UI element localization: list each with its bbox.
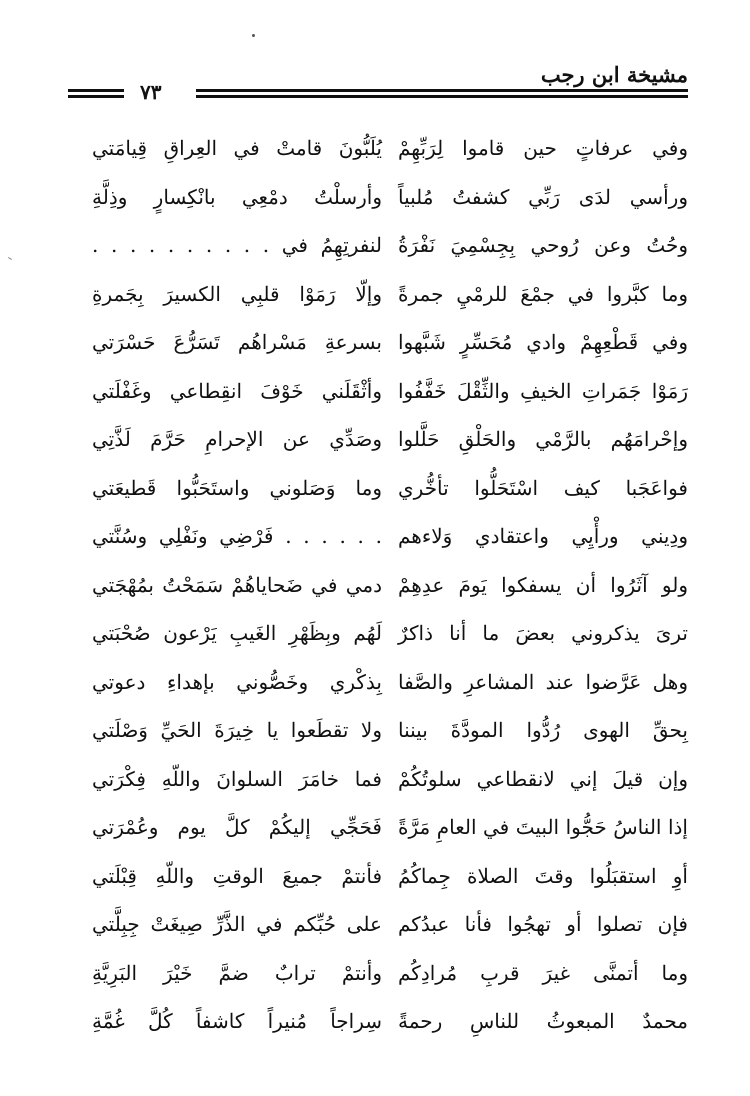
second-hemistich: وصَدِّي عن الإحرامِ حَرَّمَ لَذَّتِي xyxy=(92,427,382,452)
second-hemistich: سِراجاً مُنيراً كاشفاً كُلَّ غُمَّةِ xyxy=(92,1009,382,1034)
verse-line xyxy=(92,755,688,804)
second-hemistich: وأرسلْتُ دمْعِي بانْكِسارٍ وذِلَّةِ xyxy=(92,184,382,209)
first-hemistich: وفي عرفاتٍ حين قاموا لِرَبِّهِمْ xyxy=(398,136,688,161)
first-hemistich: بِحقِّ الهوى رُدُّوا المودَّةَ بيننا xyxy=(398,718,688,743)
first-hemistich: وما كبَّروا في جمْعَ للرمْيِ جمرةً xyxy=(398,281,688,306)
header-double-rule xyxy=(196,89,688,99)
second-hemistich: فَحَجِّي إليكُمْ كلَّ يوم وعُمْرَتي xyxy=(92,815,382,840)
verse-line xyxy=(92,270,688,319)
header-double-rule-short xyxy=(68,89,124,99)
first-hemistich: فواعَجَبا كيف اسْتَحَلُّوا تأخُّري xyxy=(398,475,688,500)
verse-line xyxy=(92,512,688,561)
second-hemistich: وأنتمْ ترابٌ ضمَّ خَيْرَ البَرِيَّةِ xyxy=(92,960,382,985)
second-hemistich: بِذكْري وخَصُّوني بإهداءِ دعوتي xyxy=(92,669,382,694)
verse-line xyxy=(92,997,688,1046)
verse-line xyxy=(92,221,688,270)
second-hemistich: يُلَبُّونَ قامتْ في العِراقِ قِيامَتي xyxy=(92,136,382,161)
verse-line xyxy=(92,464,688,513)
second-hemistich: على حُبِّكم في الذَّرِّ صِيغَتْ جِبِلَّتي xyxy=(92,912,382,937)
first-hemistich: وإحْرامَهُم بالرَّمْي والحَلْقِ حَلَّلوا xyxy=(398,427,688,452)
verse-line xyxy=(92,803,688,852)
first-hemistich: ولو آثَرُوا أن يسفكوا يَومَ عدِهِمْ xyxy=(398,572,688,597)
second-hemistich: ولا تقطَعوا يا خِيرَةَ الحَيِّ وَصْلَتي xyxy=(92,718,382,743)
verse-line xyxy=(92,900,688,949)
poem xyxy=(92,124,688,1046)
second-hemistich: لنفرتِهِمُ في . . . . . . . . . . xyxy=(92,233,382,258)
verse-line xyxy=(92,658,688,707)
verse-line xyxy=(92,318,688,367)
verse-line xyxy=(92,561,688,610)
first-hemistich: رَمَوْا جَمَراتِ الخيفِ والثِّقْلَ خَفَّفُوا xyxy=(398,378,688,403)
verse-line xyxy=(92,173,688,222)
first-hemistich: ورأسي لدَى رَبِّي كشفتُ مُلبياً xyxy=(398,184,688,209)
second-hemistich: وما وَصَلوني واستَحَبُّوا قَطيعَتي xyxy=(92,475,382,500)
ink-speck xyxy=(252,34,255,37)
verse-line xyxy=(92,949,688,998)
verse-line xyxy=(92,415,688,464)
second-hemistich: فأنتمْ جميعَ الوقتِ واللّهِ قِبْلَتي xyxy=(92,863,382,888)
verse-line xyxy=(92,124,688,173)
second-hemistich: بسرعةِ مَسْراهُم تَسَرُّعَ حَسْرَتي xyxy=(92,330,382,355)
first-hemistich: محمدٌ المبعوثُ للناسِ رحمةً xyxy=(398,1009,688,1034)
first-hemistich: إذا الناسُ حَجُّوا البيتَ في العامِ مَرَّةً xyxy=(398,815,688,840)
verse-line xyxy=(92,609,688,658)
first-hemistich: فإن تصلوا أو تهجُوا فأنا عبدُكم xyxy=(398,912,688,937)
first-hemistich: وفي قَطْعِهِمْ وادي مُحَسِّرٍ شَبَّهوا xyxy=(398,330,688,355)
first-hemistich: ودِيني ورأْيِي واعتقادي وَلاءهم xyxy=(398,524,688,549)
margin-mark xyxy=(8,257,12,260)
running-title: مشيخة ابن رجب xyxy=(540,62,688,87)
second-hemistich: دمي في ضَحاياهُمْ سَمَحْتُ بمُهْجَتي xyxy=(92,572,382,597)
verse-line xyxy=(92,367,688,416)
second-hemistich: . . . . . . فَرْضِي ونَفْلِي وسُنَّتي xyxy=(92,524,382,549)
second-hemistich: وأثْقَلَني خَوْفَ انقِطاعي وغَفْلَتي xyxy=(92,378,382,403)
page-header xyxy=(68,60,688,104)
first-hemistich: وحُتُ وعن رُوحي بِجِسْمِيَ نَفْرَةُ xyxy=(398,233,688,258)
first-hemistich: وإن قيلَ إني لانقطاعي سلوتُكُمْ xyxy=(398,766,688,791)
second-hemistich: لَهُم وبِظَهْرِ الغَيبِ يَرْعون صُحْبَتي xyxy=(92,621,382,646)
verse-line xyxy=(92,852,688,901)
first-hemistich: وهل عَرَّضوا عند المشاعرِ والصَّفا xyxy=(398,669,688,694)
first-hemistich: ترىَ يذكروني بعضَ ما أنا ذاكرٌ xyxy=(398,621,688,646)
second-hemistich: فما خامَرَ السلوانَ واللّهِ فِكْرَتي xyxy=(92,766,382,791)
second-hemistich: وإلّا رَمَوْا قلبِي الكسيرَ بِجَمرةِ xyxy=(92,281,382,306)
first-hemistich: أوِ استقبَلُوا وقتَ الصلاة جِماكُمُ xyxy=(398,863,688,888)
page-number: ٧٣ xyxy=(140,80,162,104)
verse-line xyxy=(92,706,688,755)
first-hemistich: وما أتمنَّى غيرَ قربِ مُرادِكُم xyxy=(398,960,688,985)
